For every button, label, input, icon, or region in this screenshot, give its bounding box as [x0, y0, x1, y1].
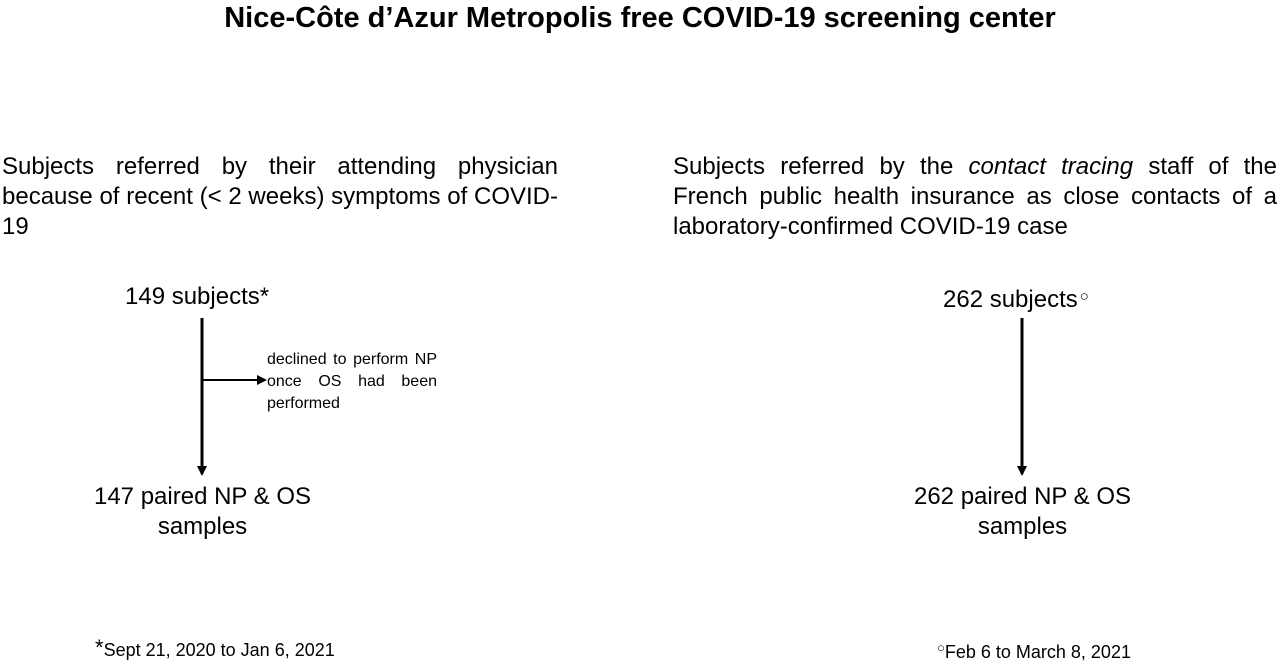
exclusion-note: declined to perform NP once OS had been performed — [267, 351, 437, 412]
right-subjects-count — [943, 282, 1089, 315]
left-footnote-text: Sept 21, 2020 to Jan 6, 2021 — [103, 640, 335, 660]
right-result-line1: 262 paired NP & OS — [913, 483, 1132, 510]
right-footnote-text: Feb 6 to March 8, 2021 — [944, 642, 1131, 662]
left-cohort-description: Subjects referred by their attending physician because of recent (< 2 weeks) symptoms of COVID-19 — [2, 153, 558, 240]
asterisk-marker: * — [259, 283, 270, 310]
footnote-circle: ○ — [937, 640, 945, 655]
contact-tracing-italic: contact tracing — [968, 153, 1134, 180]
footnote-asterisk: * — [95, 635, 104, 660]
right-result-line2: samples — [977, 513, 1068, 540]
right-subjects-label: 262 subjects — [943, 286, 1078, 313]
right-description-part1: Subjects referred by the — [673, 153, 969, 180]
left-result-box — [60, 482, 345, 542]
right-cohort-description — [673, 152, 1277, 242]
right-description-part2: staff of the French public health insurance as close contacts of a laboratory-confirmed COVID-19 case — [673, 153, 1277, 240]
left-result-line1: 147 paired NP & OS — [93, 483, 312, 510]
right-result-box — [880, 482, 1165, 542]
left-result-line2: samples — [157, 513, 248, 540]
left-subjects-label: 149 subjects — [125, 283, 260, 310]
circle-marker: ○ — [1079, 288, 1089, 305]
left-footnote — [95, 634, 335, 664]
left-subjects-count — [125, 282, 269, 312]
right-footnote — [937, 634, 1131, 666]
diagram-title: Nice-Côte d’Azur Metropolis free COVID-19 screening center — [224, 2, 1056, 34]
